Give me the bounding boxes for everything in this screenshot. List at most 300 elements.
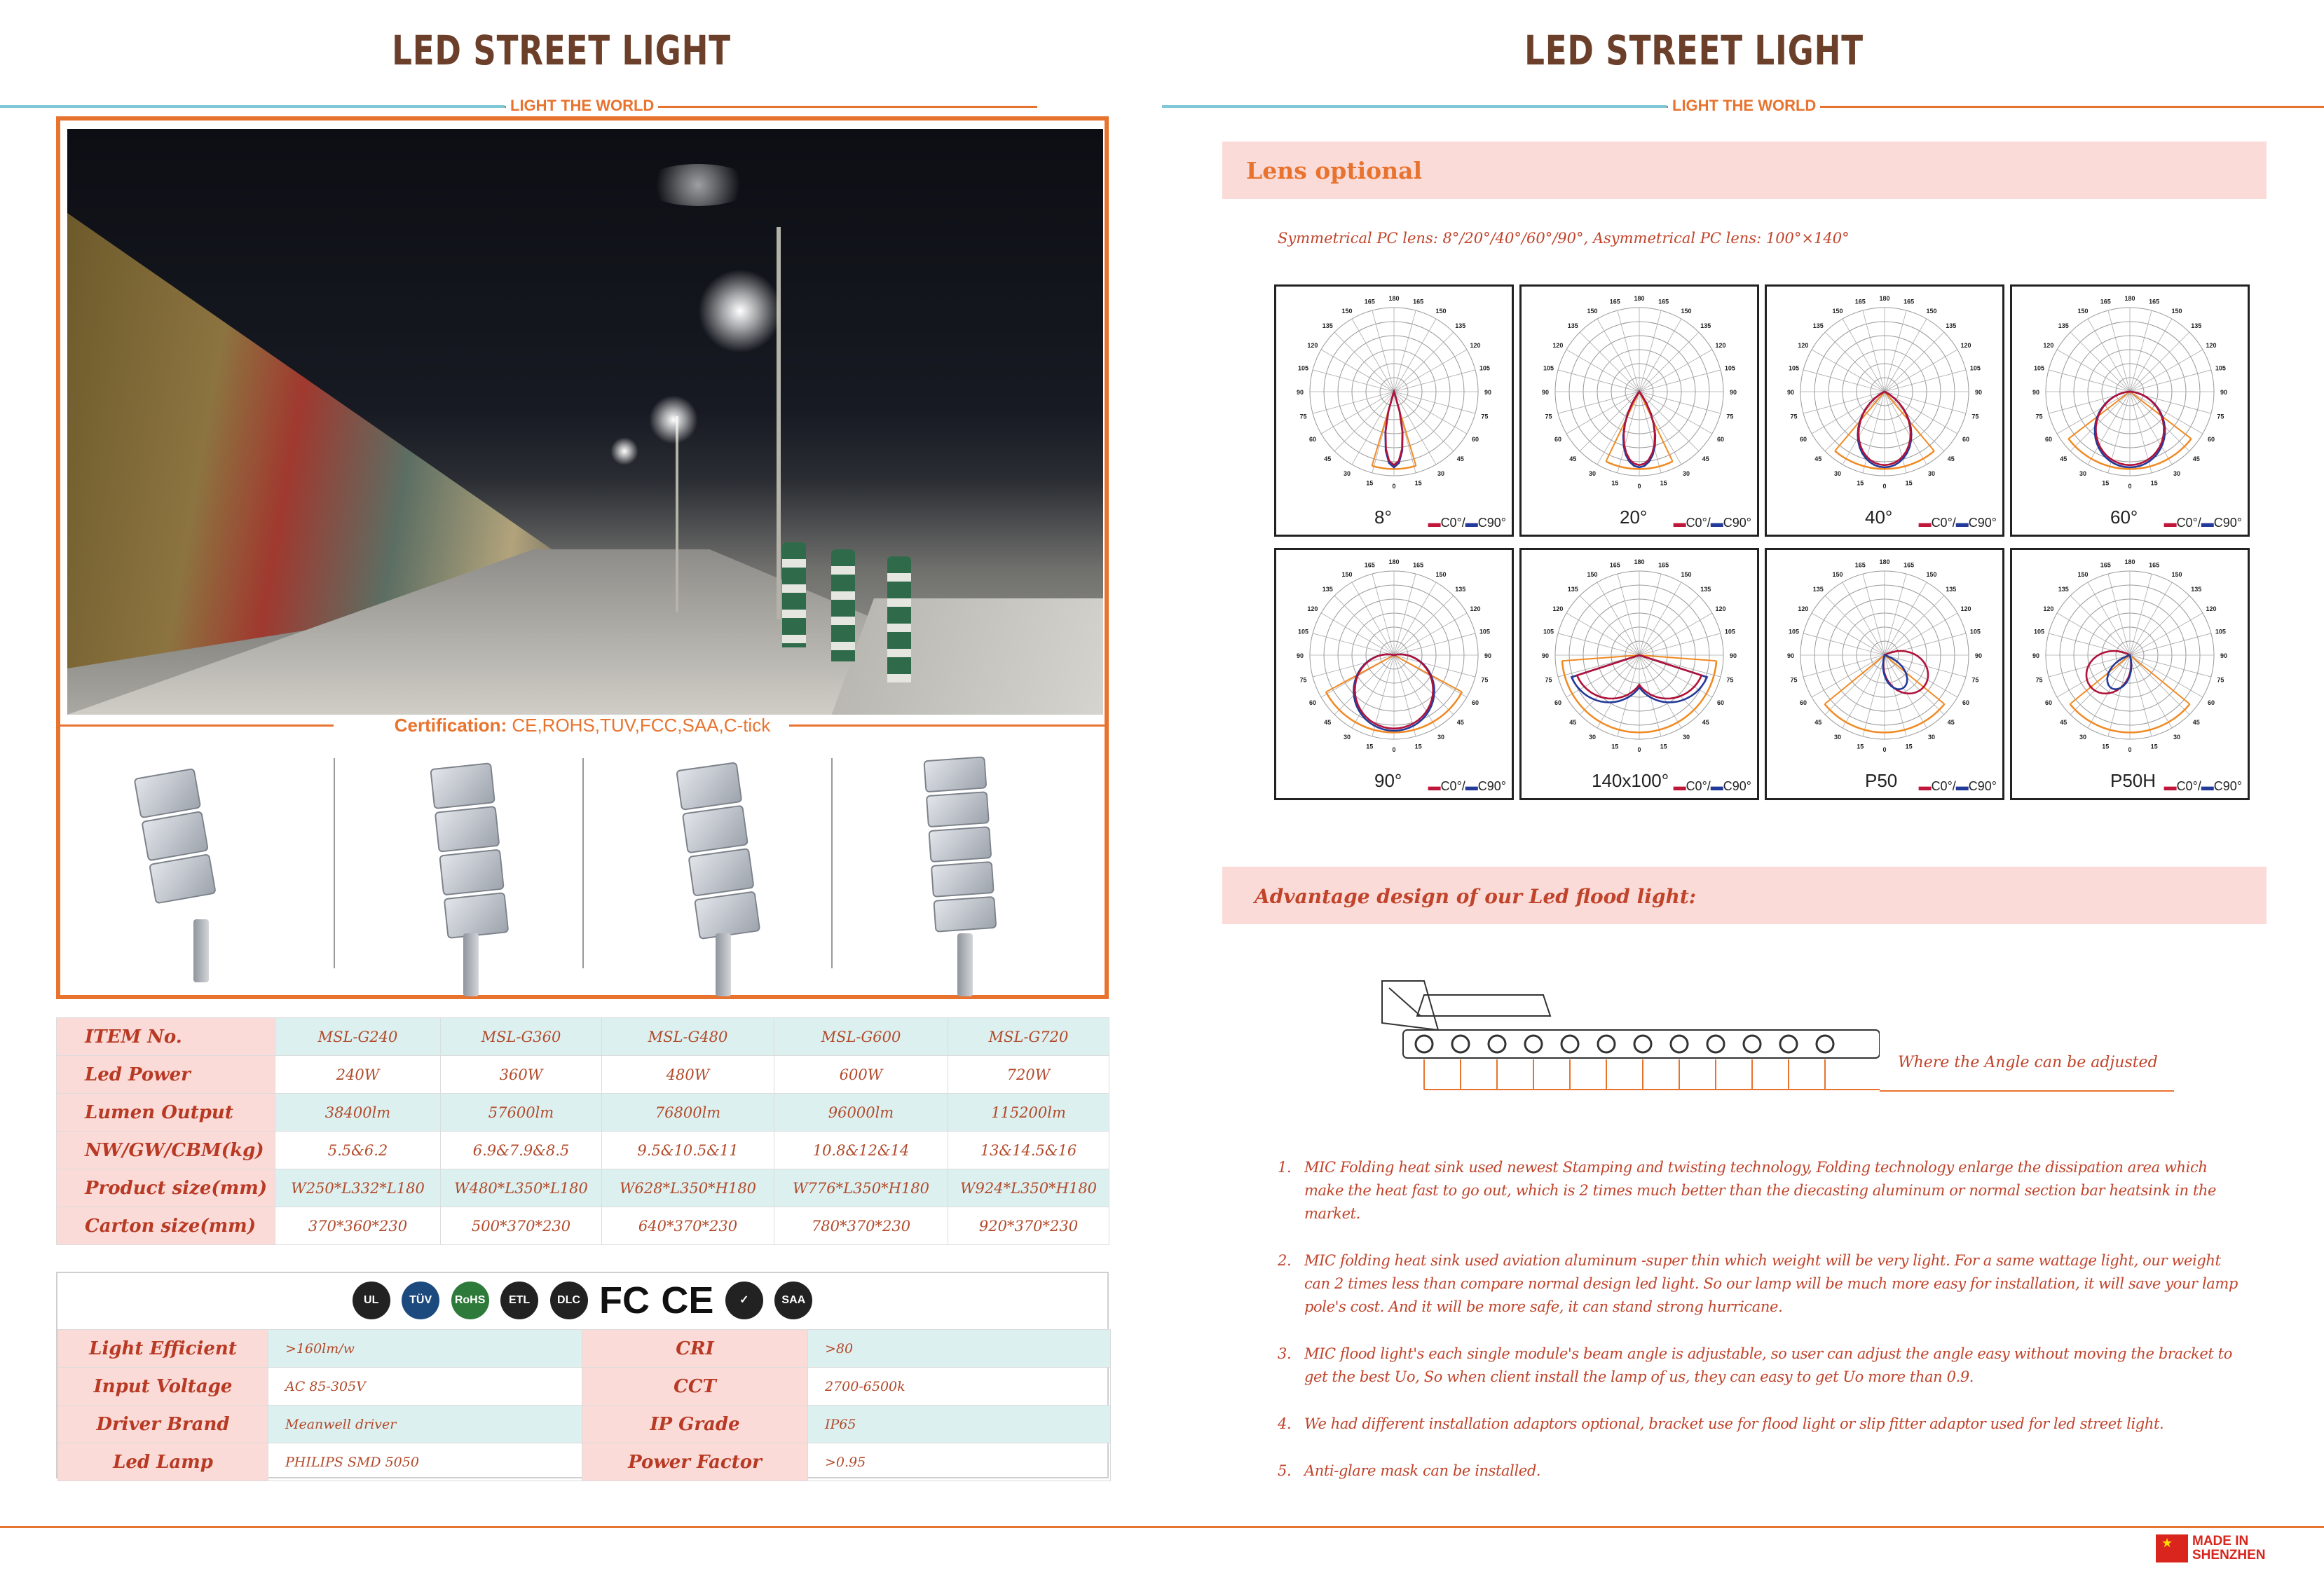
cell: 5.5&6.2 (275, 1132, 441, 1169)
cell: 10.8&12&14 (774, 1132, 948, 1169)
param-label: CCT (582, 1368, 808, 1406)
made-in-line2: SHENZHEN (2192, 1548, 2266, 1562)
polar-legend (2164, 779, 2242, 794)
polar-tick-label: 150 (1832, 307, 1843, 315)
polar-chart-label: P50H (2110, 770, 2156, 791)
polar-tick-label: 30 (1343, 470, 1351, 478)
c90-swatch: ▬ (1710, 779, 1723, 793)
polar-tick-label: 0 (1882, 483, 1887, 490)
polar-tick-label: 30 (1437, 734, 1445, 741)
polar-chart-label: P50 (1865, 770, 1898, 791)
c0-swatch: ▬ (1918, 516, 1932, 530)
polar-tick-label: 165 (2149, 298, 2160, 305)
polar-tick-label: 180 (2124, 295, 2135, 302)
lens-section-header (1222, 142, 2267, 199)
param-label: IP Grade (582, 1406, 808, 1443)
polar-tick-label: 105 (1479, 628, 1490, 636)
polar-tick-label: 30 (2173, 470, 2181, 478)
parameters-box (56, 1272, 1109, 1478)
advantage-section-header (1222, 867, 2267, 924)
polar-chart-label: 8° (1374, 507, 1392, 528)
polar-tick-label: 45 (1569, 718, 1577, 726)
polar-tick-label: 150 (1435, 570, 1447, 578)
polar-tick-label: 120 (1552, 342, 1564, 349)
polar-tick-label: 105 (2215, 364, 2226, 372)
polar-tick-label: 135 (2191, 586, 2202, 593)
polar-tick-label: 0 (1882, 746, 1887, 753)
made-in-line1: MADE IN (2192, 1534, 2249, 1548)
polar-chart (1274, 548, 1514, 800)
polar-tick-label: 180 (1634, 558, 1645, 565)
cell: W480*L350*L180 (441, 1169, 602, 1207)
c90-swatch: ▬ (1955, 779, 1969, 793)
polar-chart (1765, 548, 2004, 800)
polar-tick-label: 15 (1660, 479, 1667, 487)
polar-legend (1428, 779, 1506, 794)
product-photo-frame (56, 116, 1109, 999)
polar-tick-label: 75 (2035, 676, 2043, 684)
polar-tick-label: 165 (1413, 298, 1424, 305)
certification-label: Certification: (394, 715, 507, 736)
polar-tick-label: 105 (1543, 364, 1554, 372)
polar-tick-label: 90 (1974, 389, 1983, 396)
polar-tick-label: 45 (1456, 455, 1464, 462)
product-image (60, 758, 309, 989)
c0-legend-label: C0°/ (1440, 779, 1465, 793)
polar-tick-label: 165 (1903, 298, 1915, 305)
cell: W250*L332*L180 (275, 1169, 441, 1207)
c0-swatch: ▬ (1428, 516, 1441, 530)
polar-tick-label: 165 (1854, 298, 1866, 305)
product-lineup (60, 758, 1105, 989)
polar-tick-label: 120 (2043, 342, 2054, 349)
polar-tick-label: 135 (1812, 322, 1824, 330)
rohs-logo-icon: RoHS (451, 1282, 489, 1319)
ce-logo-icon: CE (661, 1279, 714, 1321)
c90-legend-label: C90° (2213, 779, 2242, 793)
polar-tick-label: 150 (2077, 570, 2089, 578)
polar-tick-label: 150 (2077, 307, 2089, 315)
polar-tick-label: 30 (1927, 470, 1936, 478)
param-label: Driver Brand (58, 1406, 268, 1443)
polar-tick-label: 75 (2035, 413, 2043, 420)
cell: 640*370*230 (602, 1207, 774, 1245)
polar-tick-label: 15 (1857, 479, 1864, 487)
polar-tick-label: 105 (1789, 364, 1800, 372)
lens-module (1525, 1036, 1542, 1052)
polar-tick-label: 105 (2034, 628, 2045, 636)
polar-tick-label: 180 (1388, 558, 1400, 565)
polar-tick-label: 45 (1456, 718, 1464, 726)
polar-tick-label: 60 (2208, 436, 2215, 443)
polar-tick-label: 30 (2079, 470, 2087, 478)
polar-tick-label: 45 (1947, 455, 1955, 462)
row-label: Product size(mm) (57, 1169, 275, 1207)
param-label: Led Lamp (58, 1443, 268, 1481)
polar-tick-label: 90 (1296, 652, 1304, 659)
polar-tick-label: 45 (2192, 718, 2200, 726)
cell: 96000lm (774, 1094, 948, 1132)
beam-angle-edge (1825, 655, 1885, 704)
advantage-heading: Advantage design of our Led flood light: (1255, 885, 1697, 908)
lamp-glow (698, 269, 782, 353)
polar-tick-label: 135 (1700, 586, 1711, 593)
polar-tick-label: 120 (1307, 342, 1318, 349)
polar-legend (2164, 516, 2242, 530)
polar-tick-label: 60 (1308, 699, 1316, 706)
cell: 76800lm (602, 1094, 774, 1132)
polar-tick-label: 0 (1637, 746, 1641, 753)
polar-tick-label: 90 (1541, 652, 1550, 659)
polar-tick-label: 0 (1392, 483, 1396, 490)
cell: W924*L350*H180 (948, 1169, 1109, 1207)
beam-angle-edge (1606, 392, 1639, 462)
param-label: Light Efficient (58, 1330, 268, 1368)
polar-tick-label: 90 (1729, 652, 1737, 659)
polar-tick-label: 180 (1634, 295, 1645, 302)
polar-tick-label: 15 (1414, 479, 1422, 487)
c0-swatch: ▬ (2164, 516, 2177, 530)
polar-tick-label: 165 (1903, 561, 1915, 569)
polar-chart (2010, 548, 2250, 800)
polar-tick-label: 120 (1307, 605, 1318, 612)
polar-tick-label: 165 (1413, 561, 1424, 569)
polar-tick-label: 135 (1322, 586, 1333, 593)
c0-legend-label: C0°/ (1931, 516, 1956, 530)
polar-tick-label: 135 (2058, 322, 2069, 330)
polar-tick-label: 15 (2102, 479, 2110, 487)
c0-legend-label: C0°/ (1931, 779, 1956, 793)
c0-swatch: ▬ (1673, 516, 1686, 530)
polar-tick-label: 15 (2102, 743, 2110, 750)
polar-tick-label: 165 (1364, 561, 1375, 569)
polar-tick-label: 75 (1726, 413, 1734, 420)
polar-tick-label: 150 (1341, 307, 1353, 315)
polar-chart (1519, 284, 1759, 537)
polar-tick-label: 30 (1437, 470, 1445, 478)
certification-value: CE,ROHS,TUV,FCC,SAA,C-tick (512, 715, 771, 736)
polar-tick-label: 90 (1786, 652, 1795, 659)
c0-legend-label: C0°/ (2176, 516, 2201, 530)
polar-tick-label: 150 (2171, 307, 2182, 315)
polar-tick-label: 150 (1681, 570, 1692, 578)
c0-legend-label: C0°/ (1440, 516, 1465, 530)
cell: MSL-G360 (441, 1018, 602, 1056)
cell: MSL-G600 (774, 1018, 948, 1056)
polar-tick-label: 150 (1587, 570, 1598, 578)
table-row (58, 1330, 1111, 1368)
polar-tick-label: 150 (1926, 307, 1937, 315)
polar-tick-label: 75 (1971, 676, 1979, 684)
polar-tick-label: 135 (1567, 322, 1578, 330)
polar-chart (1519, 548, 1759, 800)
polar-tick-label: 60 (1717, 436, 1725, 443)
adjustable-angle-diagram (1375, 974, 1880, 1097)
polar-legend (1674, 779, 1751, 794)
list-item: 5. Anti-glare mask can be installed. (1278, 1462, 1541, 1479)
beam-angle-edge (1885, 655, 1944, 704)
table-row (57, 1207, 1109, 1245)
polar-legend (1919, 779, 1997, 794)
polar-tick-label: 60 (1962, 699, 1970, 706)
polar-tick-label: 15 (1660, 743, 1667, 750)
polar-tick-label: 0 (1637, 483, 1641, 490)
parameters-table (57, 1329, 1111, 1481)
polar-tick-label: 150 (2171, 570, 2182, 578)
polar-chart (1274, 284, 1514, 537)
polar-tick-label: 90 (1484, 389, 1492, 396)
polar-tick-label: 0 (1392, 746, 1396, 753)
list-item: 3. MIC flood light's each single module's beam angle is adjustable, so user can adjust the angle easy without moving the bracket to get the best Uo, So when client install the lamp of us, they can easy to get Uo more than 0.9. (1278, 1345, 2232, 1385)
polar-tick-label: 45 (2060, 455, 2067, 462)
polar-tick-label: 105 (1479, 364, 1490, 372)
cell: 480W (602, 1056, 774, 1094)
cell: 370*360*230 (275, 1207, 441, 1245)
polar-tick-label: 90 (1974, 652, 1983, 659)
polar-tick-label: 135 (1322, 322, 1333, 330)
c90-swatch: ▬ (1465, 779, 1478, 793)
polar-tick-label: 105 (1298, 628, 1309, 636)
polar-tick-label: 135 (1812, 586, 1824, 593)
polar-tick-label: 135 (2058, 586, 2069, 593)
polar-chart-label: 60° (2110, 507, 2138, 528)
polar-tick-label: 90 (2220, 389, 2228, 396)
polar-chart-label: 90° (1374, 770, 1402, 791)
page-title: LED STREET LIGHT (1524, 27, 1864, 74)
polar-tick-label: 135 (1455, 322, 1466, 330)
tagline: LIGHT THE WORLD (506, 97, 658, 115)
beam-angle-edge (2070, 655, 2130, 704)
polar-tick-label: 105 (2034, 364, 2045, 372)
polar-tick-label: 15 (1905, 479, 1913, 487)
cell: 57600lm (441, 1094, 602, 1132)
cell: 500*370*230 (441, 1207, 602, 1245)
polar-tick-label: 165 (1609, 298, 1620, 305)
polar-tick-label: 165 (1609, 561, 1620, 569)
c0-legend-label: C0°/ (1686, 779, 1711, 793)
lens-module (1671, 1036, 1688, 1052)
polar-tick-label: 105 (1969, 628, 1981, 636)
table-row (57, 1056, 1109, 1094)
polar-tick-label: 150 (1435, 307, 1447, 315)
param-value: >80 (808, 1330, 1111, 1368)
polar-tick-label: 15 (1414, 743, 1422, 750)
c90-legend-label: C90° (1723, 516, 1751, 530)
lens-module (1817, 1036, 1833, 1052)
title-rule (0, 105, 505, 108)
param-value: >0.95 (808, 1443, 1111, 1481)
polar-tick-label: 120 (1552, 605, 1564, 612)
fc-logo-icon: FC (599, 1279, 650, 1321)
polar-tick-label: 165 (2100, 298, 2111, 305)
param-label: Input Voltage (58, 1368, 268, 1406)
saa-logo-icon: SAA (774, 1282, 812, 1319)
light-pole (676, 416, 678, 612)
c90-swatch: ▬ (1465, 516, 1478, 530)
page-title: LED STREET LIGHT (392, 27, 731, 74)
polar-tick-label: 60 (1717, 699, 1725, 706)
polar-tick-label: 75 (1726, 676, 1734, 684)
c90-swatch: ▬ (1710, 516, 1723, 530)
c0-legend-label: C0°/ (1686, 516, 1711, 530)
polar-tick-label: 90 (2220, 652, 2228, 659)
list-item: 4. We had different installation adaptors optional, bracket use for flood light or slip fitter adaptor used for led street light. (1278, 1415, 2164, 1432)
polar-tick-label: 75 (1481, 413, 1489, 420)
polar-tick-label: 75 (2217, 413, 2224, 420)
right-page (1162, 0, 2324, 1573)
bollard (887, 556, 911, 682)
certification-logos (57, 1279, 1107, 1331)
polar-tick-label: 120 (1960, 605, 1971, 612)
lens-module (1598, 1036, 1615, 1052)
polar-tick-label: 120 (1960, 342, 1971, 349)
polar-tick-label: 30 (2079, 734, 2087, 741)
c-tick-logo-icon: ✓ (725, 1282, 763, 1319)
polar-tick-label: 120 (1470, 342, 1481, 349)
c90-swatch: ▬ (1955, 516, 1969, 530)
product-image (831, 758, 1080, 989)
row-label: Carton size(mm) (57, 1207, 275, 1245)
polar-tick-label: 90 (1786, 389, 1795, 396)
polar-tick-label: 30 (1343, 734, 1351, 741)
angle-rule (1880, 1090, 2174, 1092)
cell: 240W (275, 1056, 441, 1094)
angle-note: Where the Angle can be adjusted (1898, 1054, 2158, 1071)
cell: MSL-G480 (602, 1018, 774, 1056)
polar-tick-label: 60 (2208, 699, 2215, 706)
footer-rule (0, 1526, 1162, 1528)
polar-tick-label: 120 (1470, 605, 1481, 612)
cell: W776*L350*H180 (774, 1169, 948, 1207)
cell: 360W (441, 1056, 602, 1094)
polar-tick-label: 75 (1790, 413, 1798, 420)
lamp-glow (649, 395, 698, 444)
c0-swatch: ▬ (1918, 779, 1932, 793)
polar-tick-label: 120 (2206, 605, 2217, 612)
china-flag-icon (2156, 1534, 2188, 1562)
polar-tick-label: 120 (2206, 342, 2217, 349)
row-label: Lumen Output (57, 1094, 275, 1132)
title-rule (1162, 105, 1667, 108)
ul-logo-icon: UL (353, 1282, 390, 1319)
polar-tick-label: 75 (1545, 413, 1552, 420)
bollard (782, 542, 806, 647)
lens-module (1707, 1036, 1724, 1052)
lens-module (1561, 1036, 1578, 1052)
lens-module (1634, 1036, 1651, 1052)
polar-tick-label: 0 (2128, 483, 2132, 490)
polar-tick-label: 15 (1366, 743, 1374, 750)
table-row (57, 1169, 1109, 1207)
polar-tick-label: 45 (1702, 718, 1709, 726)
table-row (58, 1406, 1111, 1443)
lens-module (1780, 1036, 1797, 1052)
polar-tick-label: 45 (1569, 455, 1577, 462)
made-in-badge (2156, 1534, 2269, 1565)
polar-tick-label: 75 (1299, 413, 1307, 420)
polar-tick-label: 135 (1700, 322, 1711, 330)
light-pole (777, 227, 781, 619)
polar-tick-label: 165 (1658, 298, 1669, 305)
table-row (58, 1368, 1111, 1406)
polar-tick-label: 30 (1833, 734, 1842, 741)
polar-tick-label: 75 (2217, 676, 2224, 684)
polar-tick-label: 90 (1296, 389, 1304, 396)
lens-heading: Lens optional (1246, 157, 1423, 184)
polar-tick-label: 60 (1799, 699, 1807, 706)
polar-tick-label: 30 (1588, 734, 1597, 741)
cell: 13&14.5&16 (948, 1132, 1109, 1169)
polar-tick-label: 60 (1554, 699, 1561, 706)
certification-line (60, 715, 1105, 736)
polar-tick-label: 60 (1472, 699, 1479, 706)
polar-tick-label: 60 (1472, 436, 1479, 443)
polar-tick-label: 105 (1969, 364, 1981, 372)
polar-tick-label: 60 (2044, 436, 2052, 443)
polar-tick-label: 15 (1905, 743, 1913, 750)
footer-rule (1162, 1526, 2324, 1528)
polar-tick-label: 45 (1324, 455, 1332, 462)
polar-tick-label: 75 (1545, 676, 1552, 684)
cell: W628*L350*H180 (602, 1169, 774, 1207)
lens-module (1489, 1036, 1505, 1052)
beam-angle-edge (1639, 392, 1673, 462)
polar-tick-label: 135 (1455, 586, 1466, 593)
beam-angle-edge (1394, 655, 1462, 692)
polar-tick-label: 135 (1946, 586, 1957, 593)
cell: 720W (948, 1056, 1109, 1094)
polar-tick-label: 15 (2150, 479, 2158, 487)
polar-tick-label: 150 (1587, 307, 1598, 315)
c90-legend-label: C90° (1723, 779, 1751, 793)
cell: 38400lm (275, 1094, 441, 1132)
polar-tick-label: 75 (1971, 413, 1979, 420)
polar-tick-label: 150 (1926, 570, 1937, 578)
lens-module (1416, 1036, 1433, 1052)
polar-tick-label: 75 (1481, 676, 1489, 684)
polar-tick-label: 30 (1833, 470, 1842, 478)
polar-tick-label: 180 (1879, 558, 1890, 565)
polar-tick-label: 180 (1388, 295, 1400, 302)
table-row (57, 1018, 1109, 1056)
dlc-logo-icon: DLC (550, 1282, 588, 1319)
list-item: 1. MIC Folding heat sink used newest Stamping and twisting technology, Folding technology enlarge the dissipation area which make the heat fast to go out, which is 2 times much better than the diecasting aluminum or normal section bar heatsink in the market. (1278, 1159, 2217, 1222)
polar-tick-label: 60 (1554, 436, 1561, 443)
row-label: Led Power (57, 1056, 275, 1094)
polar-legend (1674, 516, 1751, 530)
polar-tick-label: 30 (1682, 734, 1690, 741)
polar-tick-label: 45 (1814, 455, 1822, 462)
polar-chart (2010, 284, 2250, 537)
polar-chart (1765, 284, 2004, 537)
c0-swatch: ▬ (2164, 779, 2177, 793)
tuv-logo-icon: TÜV (402, 1282, 439, 1319)
polar-tick-label: 15 (2150, 743, 2158, 750)
bollard (831, 549, 855, 661)
param-value: PHILIPS SMD 5050 (268, 1443, 582, 1481)
param-label: CRI (582, 1330, 808, 1368)
polar-tick-label: 15 (1366, 479, 1374, 487)
c90-legend-label: C90° (1968, 779, 1997, 793)
param-value: >160lm/w (268, 1330, 582, 1368)
row-label: ITEM No. (57, 1018, 275, 1056)
cell: 600W (774, 1056, 948, 1094)
polar-tick-label: 60 (2044, 699, 2052, 706)
polar-legend (1428, 516, 1506, 530)
polar-tick-label: 105 (1543, 628, 1554, 636)
polar-tick-label: 60 (1308, 436, 1316, 443)
c90-legend-label: C90° (2213, 516, 2242, 530)
